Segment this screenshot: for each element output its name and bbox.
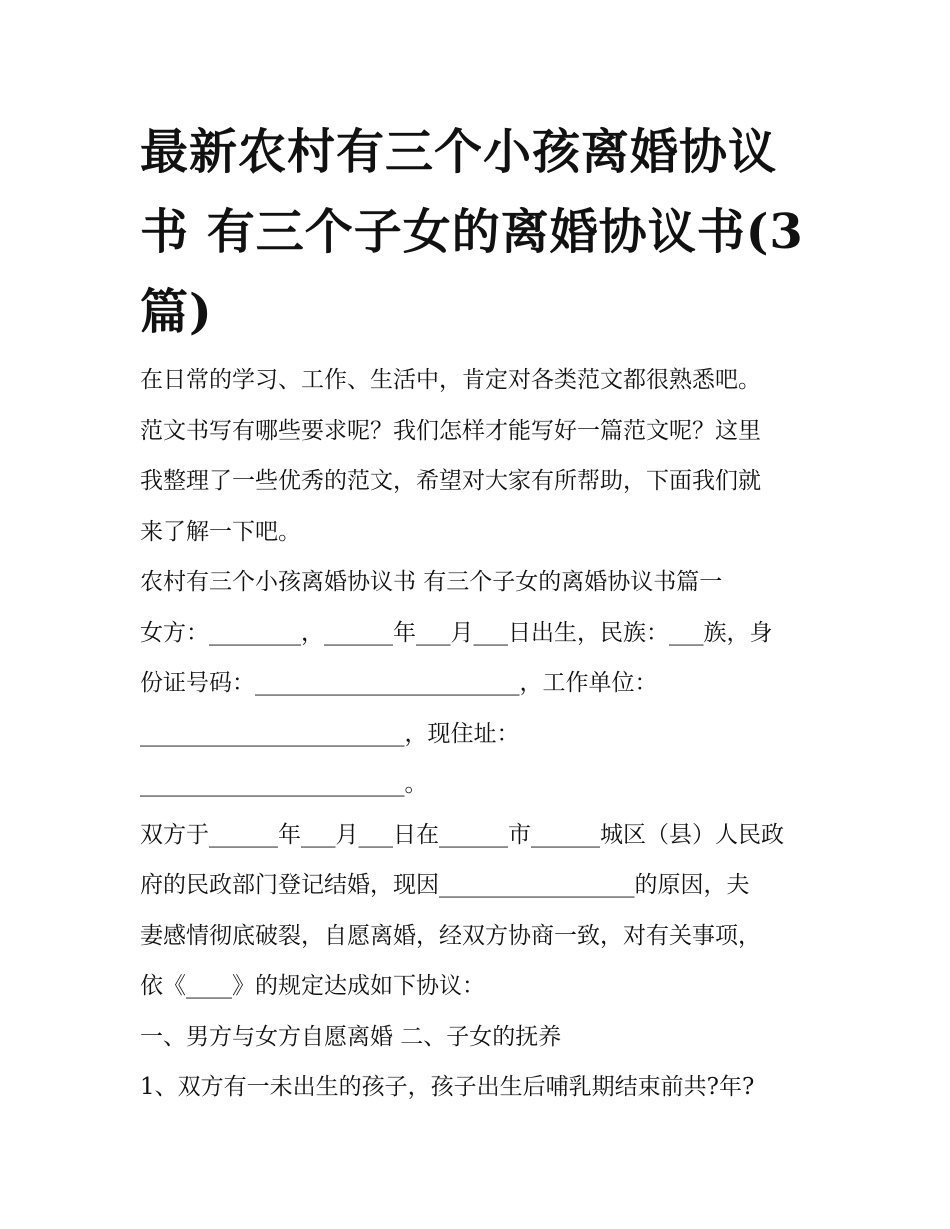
paragraph-line: 府的民政部门登记结婚，现因_________________的原因，夫: [140, 872, 750, 898]
paragraph-line: 妻感情彻底破裂，自愿离婚，经双方协商一致，对有关事项，: [140, 922, 761, 949]
paragraph-line: 在日常的学习、工作、生活中，肯定对各类范文都很熟悉吧。: [140, 367, 761, 393]
paragraph-line: 范文书写有哪些要求呢？我们怎样才能写好一篇范文呢？这里: [140, 417, 761, 444]
form-line-wife-info: 女方：________，______年___月___日出生，民族：___族，身: [140, 619, 773, 646]
paragraph-line: 依《____》的规定达成如下协议：: [140, 973, 485, 999]
clause-heading: 一、男方与女方自愿离婚 二、子女的抚养: [140, 1023, 562, 1050]
clause-item: 1、双方有一未出生的孩子，孩子出生后哺乳期结束前共?年?: [140, 1074, 755, 1100]
form-line-id-number: 份证号码：_______________________，工作单位：: [140, 670, 658, 696]
form-line-employer: _______________________，现住址：: [140, 720, 520, 747]
section-heading: 农村有三个小孩离婚协议书 有三个子女的离婚协议书篇一: [140, 569, 723, 595]
paragraph-line: 来了解一下吧。: [140, 518, 301, 545]
paragraph-line: 双方于______年___月___日在______市______城区（县）人民政: [140, 821, 784, 848]
document-body: [140, 355, 820, 1113]
document-title: 最新农村有三个小孩离婚协议书 有三个子女的离婚协议书(3篇): [140, 124, 804, 340]
form-line-address: _______________________。: [140, 771, 428, 797]
paragraph-line: 我整理了一些优秀的范文，希望对大家有所帮助，下面我们就: [140, 468, 761, 494]
